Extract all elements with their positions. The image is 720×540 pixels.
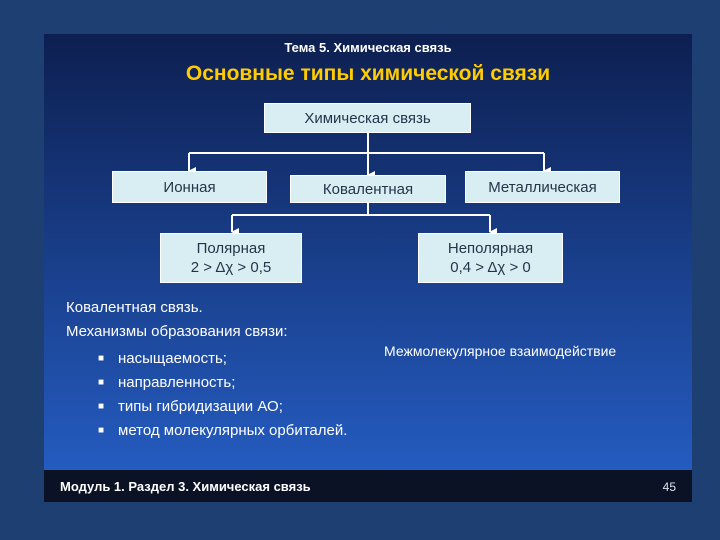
slide-title: Основные типы химической связи <box>185 62 551 85</box>
footer-bar <box>44 470 692 502</box>
list-item <box>98 419 347 443</box>
bullet-icon: ■ <box>98 425 105 436</box>
list-item-text: типы гибридизации АО; <box>118 398 283 415</box>
list-item <box>98 395 347 419</box>
mechanisms-heading: Механизмы образования связи: <box>66 323 288 340</box>
list-item <box>98 371 347 395</box>
box-nonpolar-label: Неполярная <box>447 240 534 257</box>
box-ionic-label: Ионная <box>163 178 216 196</box>
page-number: 45 <box>662 480 676 494</box>
box-ionic <box>112 171 267 203</box>
intermolecular-link[interactable]: Межмолекулярное взаимодействие <box>384 343 617 359</box>
bullet-icon: ■ <box>98 377 105 388</box>
footer-text: Модуль 1. Раздел 3. Химическая связь <box>60 479 311 494</box>
box-covalent <box>290 175 446 203</box>
covalent-heading: Ковалентная связь. <box>66 299 203 316</box>
box-chemical-bond-label: Химическая связь <box>304 109 431 127</box>
box-polar-condition: 2 > Δχ > 0,5 <box>190 259 272 276</box>
list-item-text: метод молекулярных орбиталей. <box>118 422 348 439</box>
list-item <box>98 347 347 371</box>
mechanisms-list <box>98 347 347 443</box>
box-chemical-bond <box>264 103 471 133</box>
box-nonpolar <box>418 233 563 283</box>
box-covalent-label: Ковалентная <box>322 180 414 198</box>
box-polar-label: Полярная <box>196 240 266 257</box>
box-nonpolar-condition: 0,4 > Δχ > 0 <box>450 259 531 276</box>
box-metallic-label: Металлическая <box>488 178 597 196</box>
bullet-icon: ■ <box>98 401 105 412</box>
bullet-icon: ■ <box>98 353 105 364</box>
list-item-text: направленность; <box>118 374 236 391</box>
slide-topic: Тема 5. Химическая связь <box>284 40 452 55</box>
box-polar <box>160 233 302 283</box>
slide <box>44 34 692 502</box>
list-item-text: насыщаемость; <box>118 350 227 367</box>
box-metallic <box>465 171 620 203</box>
